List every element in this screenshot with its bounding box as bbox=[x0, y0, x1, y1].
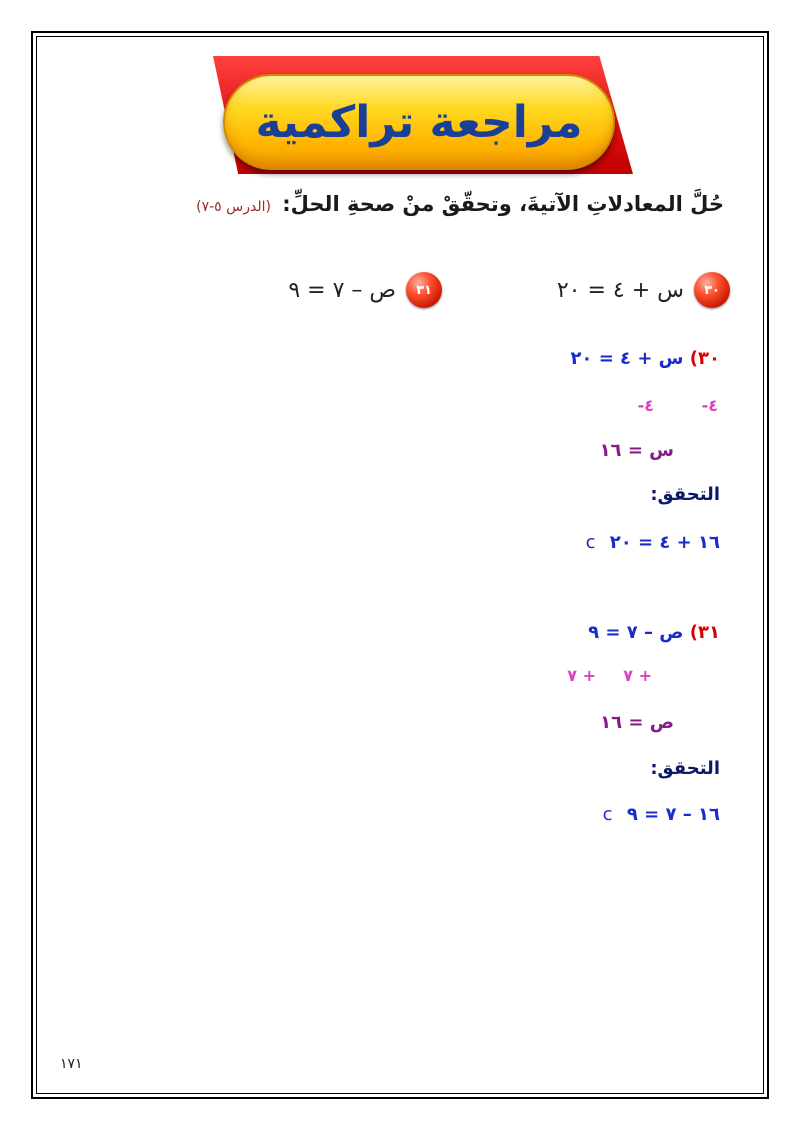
solution-label: ٣٠) bbox=[689, 348, 720, 369]
solution-equation: س + ٤ = ٢٠ bbox=[570, 348, 684, 369]
lesson-reference: (الدرس ٥-٧) bbox=[196, 199, 271, 215]
solution-31-check bbox=[603, 804, 720, 825]
instruction-text: حُلَّ المعادلاتِ الآتيةَ، وتحقّقْ منْ صحةِ الحلِّ: bbox=[282, 192, 724, 216]
solution-31-step-b: + ٧ bbox=[623, 666, 652, 685]
solution-30-equation bbox=[570, 348, 720, 369]
solution-equation: ص – ٧ = ٩ bbox=[588, 622, 684, 643]
instruction-line bbox=[196, 192, 724, 216]
check-mark-icon: c bbox=[585, 532, 596, 553]
solution-31-check-label: التحقق: bbox=[650, 758, 720, 779]
solution-30-step-b: ٤- bbox=[701, 396, 718, 415]
page-title: مراجعة تراكمية bbox=[255, 96, 583, 148]
solution-30-check-label: التحقق: bbox=[650, 484, 720, 505]
check-mark-icon: c bbox=[602, 804, 613, 825]
problem-equation: ص – ٧ = ٩ bbox=[288, 277, 396, 303]
problem-number-badge: ٣١ bbox=[406, 272, 442, 308]
banner-pill bbox=[223, 74, 615, 170]
solution-30-result: س = ١٦ bbox=[599, 440, 674, 461]
problem-30 bbox=[557, 272, 730, 308]
solution-30-step-a: ٤- bbox=[637, 396, 654, 415]
page-number: ١٧١ bbox=[60, 1056, 83, 1072]
check-equation: ١٦ + ٤ = ٢٠ bbox=[609, 532, 720, 553]
check-equation: ١٦ – ٧ = ٩ bbox=[626, 804, 720, 825]
solution-31-result: ص = ١٦ bbox=[600, 712, 674, 733]
problem-number-badge: ٣٠ bbox=[694, 272, 730, 308]
problem-equation: س + ٤ = ٢٠ bbox=[556, 277, 684, 303]
solution-31-step-a: + ٧ bbox=[567, 666, 596, 685]
solution-30-check bbox=[586, 532, 720, 553]
solution-label: ٣١) bbox=[689, 622, 720, 643]
title-banner bbox=[205, 52, 637, 178]
problem-31 bbox=[288, 272, 442, 308]
solution-31-equation bbox=[588, 622, 720, 643]
